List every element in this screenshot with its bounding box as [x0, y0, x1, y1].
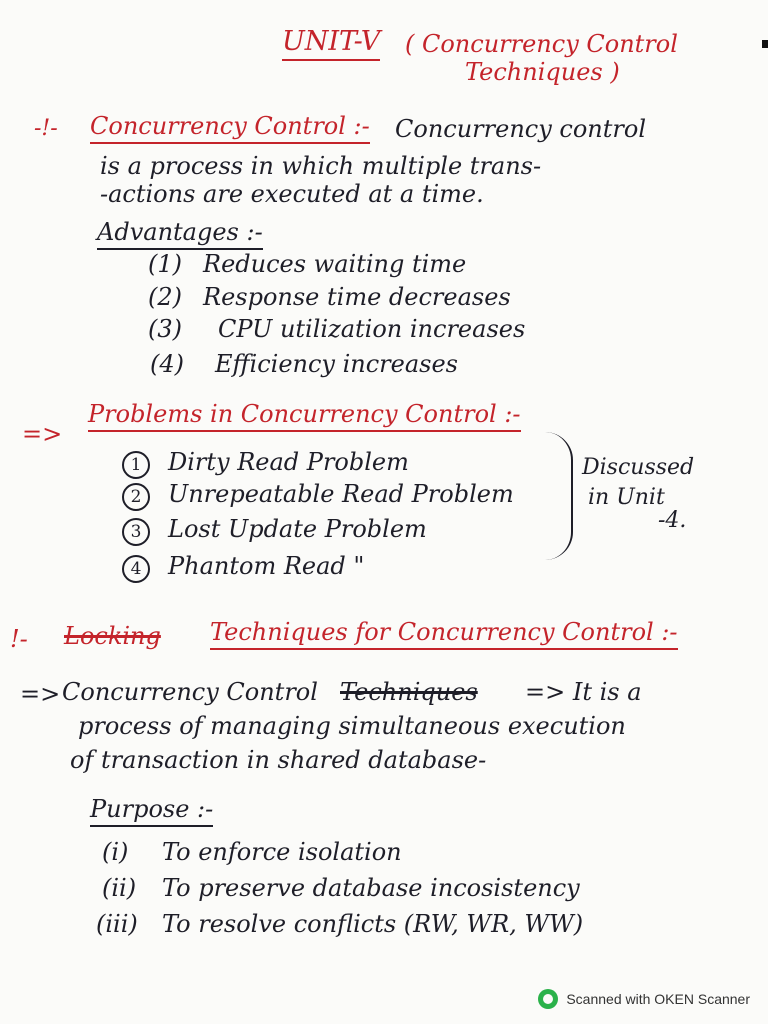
section3-def-struck: Techniques [340, 678, 478, 706]
section2-bullet: => [22, 420, 63, 448]
section3-struck-word: Locking [64, 622, 161, 650]
problem-num: 1 [122, 451, 150, 479]
section1-bullet: -!- [34, 116, 58, 141]
purpose-item [102, 838, 402, 866]
advantage-num: (2) [148, 283, 182, 311]
advantage-item [150, 350, 458, 378]
problem-text: Lost Update Problem [168, 515, 427, 543]
unit-title: UNIT-V [282, 26, 380, 61]
section3-def-3: of transaction in shared database- [70, 746, 487, 774]
section1-definition-2: is a process in which multiple trans- [100, 152, 542, 180]
page-edge-mark [762, 40, 768, 48]
title-line-1: ( Concurrency Control [405, 30, 678, 58]
purpose-heading [90, 795, 213, 823]
advantage-item [148, 250, 466, 278]
problem-num: 3 [122, 518, 150, 546]
purpose-num: (ii) [102, 874, 137, 902]
discussed-note-3: -4. [658, 508, 687, 533]
advantage-text: Response time decreases [203, 283, 511, 311]
section3-heading: Techniques for Concurrency Control :- [210, 618, 678, 650]
advantage-num: (3) [148, 315, 182, 343]
section3-def-2: process of managing simultaneous execution [78, 712, 626, 740]
advantages-heading-text: Advantages :- [97, 218, 263, 250]
discussed-note-2: in Unit [588, 485, 665, 510]
problem-num: 2 [122, 483, 150, 511]
section1-definition-3: -actions are executed at a time. [100, 180, 484, 208]
advantage-item [148, 283, 511, 311]
oken-scanner-logo-icon [538, 989, 558, 1009]
section3-def-1b: => It is a [525, 678, 642, 706]
problem-item [122, 515, 427, 546]
advantage-text: CPU utilization increases [218, 315, 526, 343]
advantage-text: Efficiency increases [215, 350, 458, 378]
problem-item [122, 552, 364, 583]
purpose-heading-text: Purpose :- [90, 795, 213, 827]
advantages-heading [97, 218, 263, 246]
advantage-text: Reduces waiting time [203, 250, 467, 278]
scanner-watermark-label: Scanned with OKEN Scanner [566, 991, 750, 1007]
problem-item [122, 448, 409, 479]
section2-heading: Problems in Concurrency Control :- [88, 400, 521, 432]
problem-text: Dirty Read Problem [168, 448, 409, 476]
section3-bullet: !- [10, 625, 28, 653]
advantage-num: (1) [148, 250, 182, 278]
section1-definition-1: Concurrency control [395, 115, 646, 143]
purpose-item [96, 910, 583, 938]
purpose-item [102, 874, 580, 902]
scanner-watermark [538, 989, 750, 1009]
problem-num: 4 [122, 555, 150, 583]
purpose-num: (iii) [96, 910, 138, 938]
section3-def-1: Concurrency Control [62, 678, 318, 706]
problem-item [122, 480, 514, 511]
purpose-num: (i) [102, 838, 129, 866]
advantage-item [148, 315, 525, 343]
purpose-text: To resolve conflicts (RW, WR, WW) [162, 910, 584, 938]
advantage-num: (4) [150, 350, 184, 378]
discussed-note-1: Discussed [582, 455, 695, 480]
problem-text: Unrepeatable Read Problem [168, 480, 514, 508]
purpose-text: To enforce isolation [162, 838, 402, 866]
purpose-text: To preserve database incosistency [162, 874, 580, 902]
section1-heading: Concurrency Control :- [90, 112, 370, 144]
definition-arrow-icon: => [20, 680, 61, 708]
problem-text: Phantom Read " [168, 552, 365, 580]
title-line-2: Techniques ) [465, 58, 620, 86]
right-brace-icon [545, 432, 573, 560]
